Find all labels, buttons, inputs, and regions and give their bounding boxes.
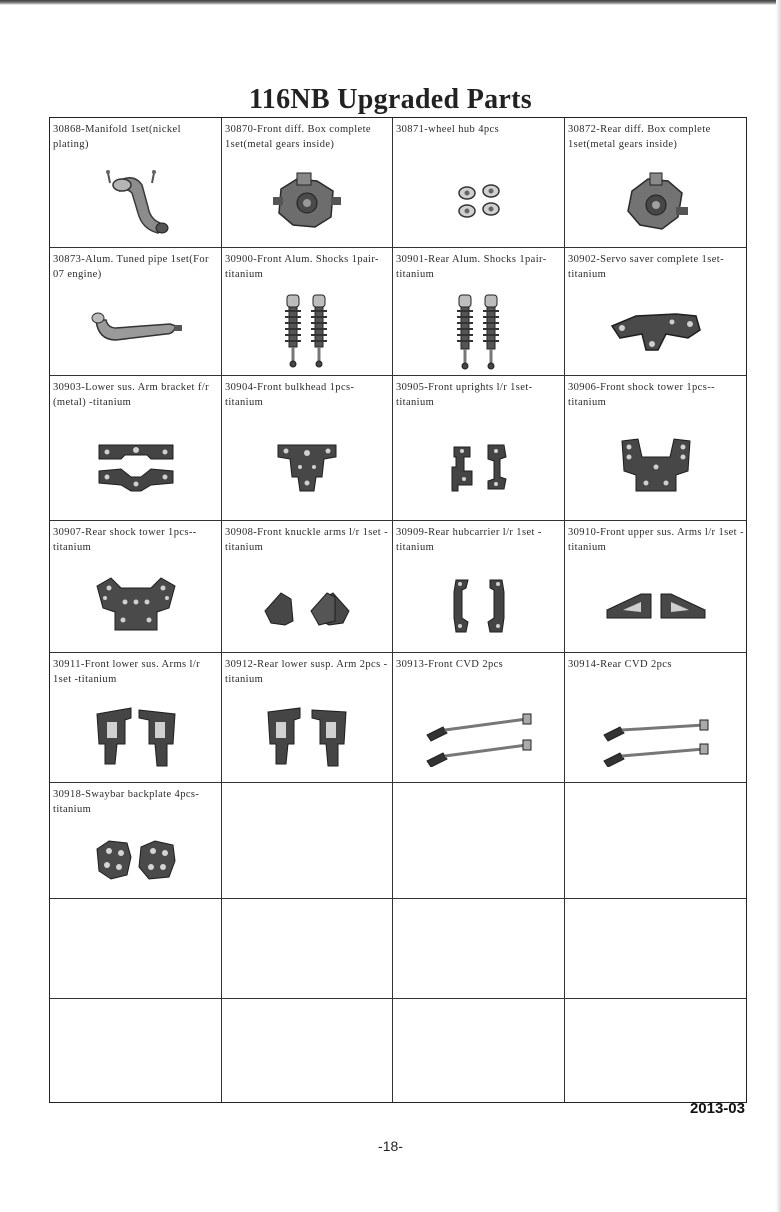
empty-cell: [222, 999, 393, 1102]
part-caption: 30871-wheel hub 4pcs: [396, 124, 500, 135]
rear-shock-tower-image: [50, 565, 221, 646]
empty-cell: [393, 783, 565, 899]
page-title: 116NB Upgraded Parts: [249, 84, 532, 115]
part-cell: [222, 653, 393, 783]
part-cell: [565, 521, 746, 653]
part-cell: [393, 653, 565, 783]
empty-cell: [393, 999, 565, 1102]
part-cell: [222, 118, 393, 248]
rear-cvd-image: [565, 697, 746, 776]
front-uprights-image: [393, 420, 564, 514]
part-caption: 30907-Rear shock tower 1pcs--titanium: [53, 527, 197, 553]
part-cell: [50, 653, 222, 783]
part-cell: [50, 521, 222, 653]
tuned-pipe-image: [50, 292, 221, 369]
part-caption: 30903-Lower sus. Arm bracket f/r (metal) -titanium: [53, 382, 209, 408]
part-cell: [50, 118, 222, 248]
part-caption: 30910-Front upper sus. Arms l/r 1set -titanium: [568, 527, 744, 553]
part-caption: 30872-Rear diff. Box complete 1set(metal gears inside): [568, 124, 711, 150]
servo-saver-image: [565, 292, 746, 369]
empty-cell: [565, 999, 746, 1102]
part-cell: [50, 783, 222, 899]
part-caption: 30914-Rear CVD 2pcs: [568, 659, 672, 670]
part-cell: [222, 248, 393, 376]
part-cell: [565, 376, 746, 521]
part-cell: [222, 521, 393, 653]
part-caption: 30901-Rear Alum. Shocks 1pair-titanium: [396, 254, 547, 280]
swaybar-backplate-image: [50, 827, 221, 892]
part-caption: 30902-Servo saver complete 1set-titanium: [568, 254, 724, 280]
rear-shocks-image: [393, 292, 564, 369]
front-bulkhead-image: [222, 420, 392, 514]
part-caption: 30870-Front diff. Box complete 1set(metal gears inside): [225, 124, 371, 150]
top-border: [0, 0, 781, 5]
empty-cell: [393, 899, 565, 999]
part-caption: 30906-Front shock tower 1pcs--titanium: [568, 382, 716, 408]
empty-cell: [50, 999, 222, 1102]
empty-cell: [565, 899, 746, 999]
part-caption: 30905-Front uprights l/r 1set-titanium: [396, 382, 533, 408]
upper-arms-image: [565, 565, 746, 646]
knuckle-arms-image: [222, 565, 392, 646]
front-shock-tower-image: [565, 420, 746, 514]
lower-arm-bracket-image: [50, 420, 221, 514]
front-shocks-image: [222, 292, 392, 369]
empty-cell: [222, 783, 393, 899]
manifold-part-image: [50, 162, 221, 241]
part-caption: 30904-Front bulkhead 1pcs-titanium: [225, 382, 355, 408]
page-number: -18-: [378, 1138, 403, 1154]
part-caption: 30900-Front Alum. Shocks 1pair-titanium: [225, 254, 379, 280]
part-cell: [393, 521, 565, 653]
part-cell: [50, 248, 222, 376]
part-cell: [50, 376, 222, 521]
empty-cell: [222, 899, 393, 999]
rear-diff-box-image: [565, 162, 746, 241]
part-cell: [393, 248, 565, 376]
page-edge-shadow: [776, 0, 781, 1212]
part-cell: [222, 376, 393, 521]
document-date: 2013-03: [689, 1100, 745, 1117]
part-cell: [565, 248, 746, 376]
part-caption: 30918-Swaybar backplate 4pcs-titanium: [53, 789, 200, 815]
front-cvd-image: [393, 697, 564, 776]
empty-cell: [565, 783, 746, 899]
empty-cell: [50, 899, 222, 999]
part-cell: [565, 653, 746, 783]
parts-table: [49, 117, 747, 1103]
rear-hubcarrier-image: [393, 565, 564, 646]
part-caption: 30873-Alum. Tuned pipe 1set(For 07 engine): [53, 254, 209, 280]
part-caption: 30908-Front knuckle arms l/r 1set -titanium: [225, 527, 389, 553]
part-caption: 30913-Front CVD 2pcs: [396, 659, 504, 670]
part-cell: [565, 118, 746, 248]
part-cell: [393, 118, 565, 248]
part-caption: 30911-Front lower sus. Arms l/r 1set -titanium: [53, 659, 201, 685]
part-caption: 30912-Rear lower susp. Arm 2pcs -titanium: [225, 659, 388, 685]
wheel-hub-image: [393, 162, 564, 241]
front-diff-box-image: [222, 162, 392, 241]
rear-lower-arms-image: [222, 697, 392, 776]
front-lower-arms-image: [50, 697, 221, 776]
part-caption: 30868-Manifold 1set(nickel plating): [53, 124, 181, 150]
part-caption: 30909-Rear hubcarrier l/r 1set -titanium: [396, 527, 542, 553]
part-cell: [393, 376, 565, 521]
